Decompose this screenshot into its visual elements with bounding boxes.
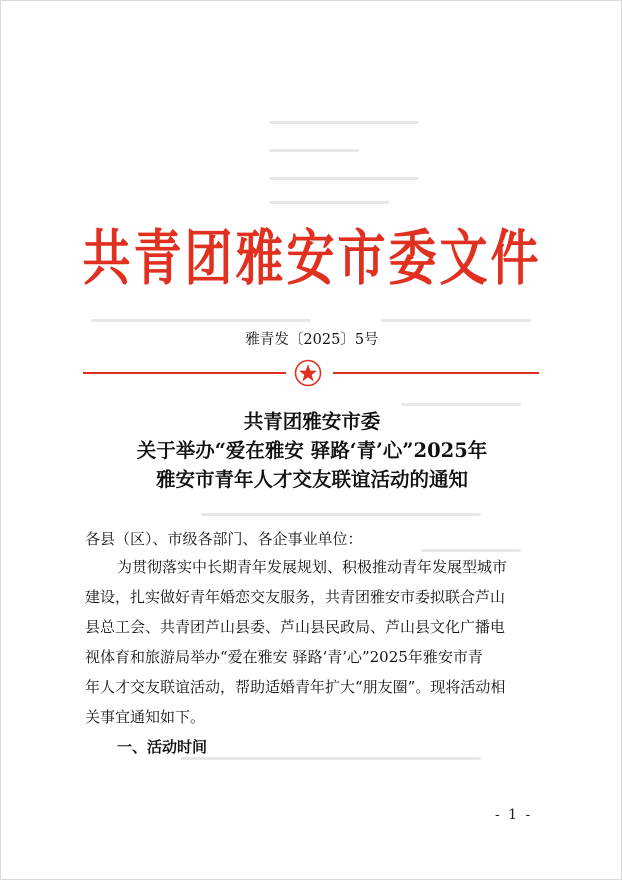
body-paragraph-line: 关事宜通知如下。	[85, 708, 206, 726]
body-paragraph-line: 建设，扎实做好青年婚恋交友服务，共青团雅安市委拟联合芦山	[85, 588, 506, 606]
section-title: 一、活动时间	[117, 738, 208, 756]
bleed-through-mark	[269, 121, 419, 124]
bleed-through-mark	[201, 513, 481, 516]
bleed-through-mark	[181, 757, 481, 760]
body-paragraph-line: 为贯彻落实中长期青年发展规划、积极推动青年发展型城市	[117, 558, 508, 576]
bleed-through-mark	[269, 149, 359, 152]
body-paragraph-line: 县总工会、共青团芦山县委、芦山县民政局、芦山县文化广播电	[85, 618, 506, 636]
notice-heading-line: 关于举办“爱在雅安 驿路‘青’心”2025年	[136, 439, 488, 462]
bleed-through-mark	[421, 549, 521, 552]
bleed-through-mark	[269, 201, 389, 204]
red-divider	[83, 358, 539, 388]
notice-heading-line: 共青团雅安市委	[243, 410, 381, 433]
bleed-through-mark	[269, 177, 419, 180]
divider-line-right	[333, 372, 539, 374]
notice-heading-line: 雅安市青年人才交友联谊活动的通知	[155, 468, 468, 491]
document-title: 共青团雅安市委文件	[82, 224, 542, 294]
page-number: - 1 -	[495, 807, 533, 823]
body-paragraph-line: 视体育和旅游局举办“爱在雅安 驿路‘青’心”2025年雅安市青	[85, 648, 483, 666]
document-number: 雅青发〔2025〕5号	[245, 332, 379, 348]
bleed-through-mark	[91, 319, 311, 322]
body-paragraph-line: 年人才交友联谊活动，帮助适婚青年扩大“朋友圈”。现将活动相	[85, 678, 506, 696]
salutation: 各县（区）、市级各部门、各企事业单位：	[85, 530, 363, 548]
divider-line-left	[83, 372, 286, 374]
bleed-through-mark	[381, 319, 531, 322]
star-emblem-icon	[294, 359, 322, 387]
